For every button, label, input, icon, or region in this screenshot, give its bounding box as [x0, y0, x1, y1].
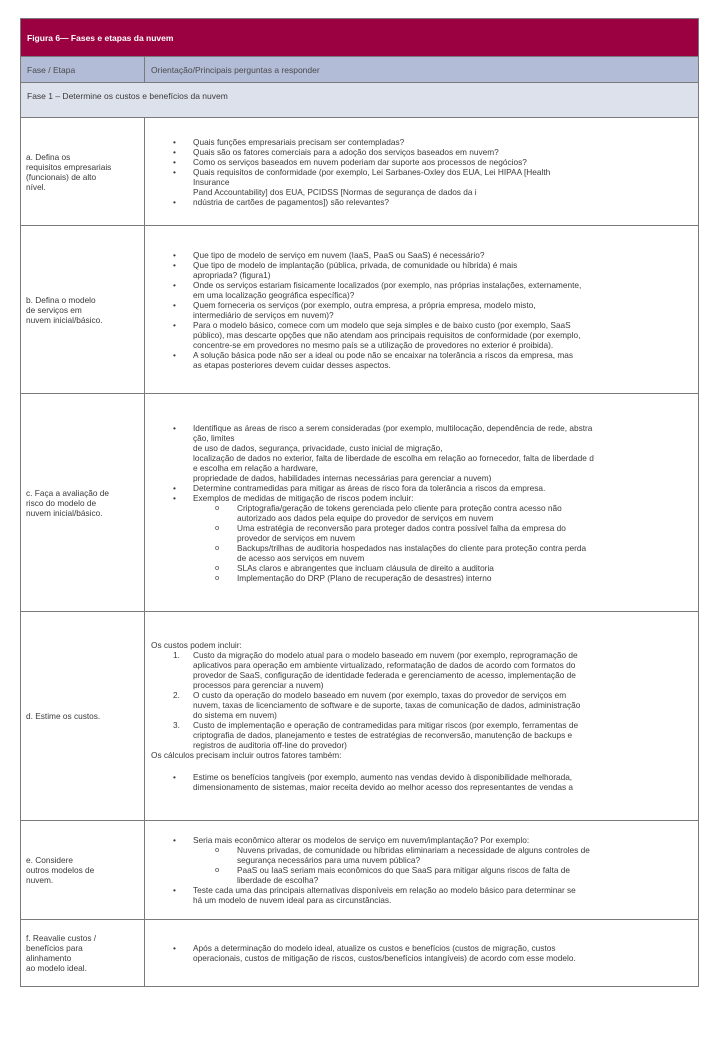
list-item: [193, 147, 692, 157]
phases-table: [20, 18, 699, 987]
item-number: 3.: [173, 720, 180, 730]
sub-list-item: [237, 573, 692, 583]
text-line: o Implementação do DRP (Plano de recuperação de desastres) interno: [237, 572, 492, 583]
text-line: Custo de implementação e operação de contramedidas para mitigar riscos (por exemplo, ferramentas de: [193, 720, 579, 730]
label-line: benefícios para: [26, 943, 83, 953]
text-line: criptografia de dados, planejamento e testes de estratégias de reconversão, manutenção de backups e: [193, 730, 573, 740]
text-line: de uso de dados, segurança, privacidade, custo inicial de migração,: [193, 442, 443, 453]
text-line: as etapas posteriores devem cuidar desses aspectos.: [193, 359, 391, 370]
sub-list-item: [237, 543, 692, 563]
list-item: [193, 300, 692, 320]
step-d-label: [21, 612, 145, 821]
label-line: e. Considere: [26, 855, 74, 865]
label-line: nuvem inicial/básico.: [26, 314, 103, 325]
step-a-label: [21, 118, 145, 226]
text-line: em uma localização geográfica específica)?: [193, 289, 355, 300]
text-line: • Após a determinação do modelo ideal, atualize os custos e benefícios (custos de migração, custos: [193, 943, 556, 953]
item-number: 1.: [173, 650, 180, 660]
step-a-content: [145, 118, 699, 226]
text-line: intermediário de serviços em nuvem)?: [193, 309, 334, 320]
text-line: registros de auditoria off-line do provedor): [193, 740, 347, 750]
list-item: [193, 250, 692, 260]
label-line: risco do modelo de: [26, 497, 97, 508]
step-d-content: [145, 612, 699, 821]
list-item: [193, 167, 692, 197]
table-row: [21, 118, 699, 226]
text-line: • Que tipo de modelo de serviço em nuvem (IaaS, PaaS ou SaaS) é necessário?: [193, 249, 485, 260]
text-line: apropriada? (figura1): [193, 269, 271, 280]
table-row: [21, 394, 699, 612]
text-line: • ndústria de cartões de pagamentos]) são relevantes?: [193, 196, 390, 207]
list-item: [193, 423, 692, 483]
text-line: do sistema em nuvem): [193, 710, 277, 720]
list-item: [193, 772, 692, 792]
label-line: requisitos empresariais: [26, 161, 112, 172]
step-b-content: [145, 226, 699, 394]
step-e-content: [145, 821, 699, 920]
text-line: • Como os serviços baseados em nuvem poderiam dar suporte aos processos de negócios?: [193, 156, 527, 167]
list-item: [193, 943, 692, 963]
text-line: concentre-se em provedores no mesmo país se a utilização de provedores no exterior é proibida).: [193, 339, 554, 350]
text-line: Custo da migração do modelo atual para o modelo baseado em nuvem (por exemplo, reprogramação de: [193, 650, 578, 660]
table-row: [21, 612, 699, 821]
label-line: nuvem inicial/básico.: [26, 507, 103, 518]
numbered-item: [173, 690, 692, 720]
numbered-item: [173, 650, 692, 690]
list-item: [193, 493, 692, 583]
table-row: [21, 226, 699, 394]
text-line: • Quais funções empresariais precisam ser contempladas?: [193, 136, 405, 147]
text-line: • Para o modelo básico, comece com um modelo que seja simples e de baixo custo (por exemplo, SaaS: [193, 319, 571, 330]
step-f-content: [145, 920, 699, 987]
costs-intro: Os custos podem incluir:: [151, 640, 242, 650]
label-line: d. Estime os custos.: [26, 711, 101, 721]
text-line: liberdade de escolha?: [237, 875, 319, 885]
text-line: • Teste cada uma das principais alternativas disponíveis em relação ao modelo básico para determinar se: [193, 885, 576, 895]
list-item: [193, 137, 692, 147]
header-phase-step: Fase / Etapa: [21, 57, 145, 83]
phase-1-title: Fase 1 – Determine os custos e benefícios da nuvem: [27, 91, 228, 101]
list-item: [193, 885, 692, 905]
step-c-content: [145, 394, 699, 612]
text-line: • Identifique as áreas de risco a serem consideradas (por exemplo, multilocação, dependência de rede, abstra: [193, 422, 593, 433]
sub-list-item: [237, 503, 692, 523]
text-line: operacionais, custos de mitigação de riscos, custos/benefícios intangíveis) de acordo com esse modelo.: [193, 953, 576, 963]
sub-list-item: [237, 865, 692, 885]
table-title: Figura 6— Fases e etapas da nuvem: [21, 19, 699, 57]
phase-1-row: [21, 83, 699, 118]
text-line: Pand Accountability] dos EUA, PCIDSS [Normas de segurança de dados da i: [193, 186, 477, 197]
label-line: b. Defina o modelo: [26, 294, 96, 305]
text-line: • Onde os serviços estariam fisicamente localizados (por exemplo, nas próprias instalações, externamente,: [193, 279, 582, 290]
label-line: de serviços em: [26, 304, 82, 315]
text-line: público), mas descarte opções que não atendam aos principais requisitos de conformidade (por exemplo,: [193, 329, 581, 340]
text-line: autorizado aos dados pela equipe do provedor de serviços em nuvem: [237, 512, 494, 523]
text-line: • A solução básica pode não ser a ideal ou pode não se encaixar na tolerância a riscos da empresa, mas: [193, 349, 574, 360]
list-item: [193, 280, 692, 300]
text-line: • Exemplos de medidas de mitigação de riscos podem incluir:: [193, 492, 414, 503]
table-row: [21, 821, 699, 920]
list-item: [193, 157, 692, 167]
text-line: • Seria mais econômico alterar os modelos de serviço em nuvem/implantação? Por exemplo:: [193, 835, 530, 845]
text-line: ção, limites: [193, 432, 235, 443]
sub-list-item: [237, 523, 692, 543]
text-line: dimensionamento de sistemas, maior receita devido ao melhor acesso dos representantes de vendas a: [193, 782, 574, 792]
text-line: o SLAs claros e abrangentes que incluam cláusula de direito a auditoria: [237, 562, 494, 573]
table-row: [21, 920, 699, 987]
list-item: [193, 260, 692, 280]
step-f-label: [21, 920, 145, 987]
text-line: • Quem forneceria os serviços (por exemplo, outra empresa, a própria empresa, modelo misto,: [193, 299, 536, 310]
label-line: a. Defina os: [26, 151, 71, 162]
text-line: • Estime os benefícios tangíveis (por exemplo, aumento nas vendas devido à disponibilidade melhorada,: [193, 772, 573, 782]
text-line: de acesso aos serviços em nuvem: [237, 552, 365, 563]
list-item: [193, 197, 692, 207]
text-line: o Nuvens privadas, de comunidade ou híbridas eliminariam a necessidade de alguns controles de: [237, 845, 590, 855]
text-line: O custo da operação do modelo baseado em nuvem (por exemplo, taxas do provedor de serviços em: [193, 690, 567, 700]
label-line: nível.: [26, 181, 46, 192]
step-b-label: [21, 226, 145, 394]
list-item: [193, 350, 692, 370]
label-line: ao modelo ideal.: [26, 963, 87, 973]
text-line: provedor de SaaS, configuração de identidade federada e gerenciamento de acesso, implementação de: [193, 670, 576, 680]
header-guidance: Orientação/Principais perguntas a responder: [145, 57, 699, 83]
label-line: nuvem.: [26, 875, 54, 885]
text-line: o Criptografia/geração de tokens gerenciada pelo cliente para proteção contra acesso não: [237, 502, 562, 513]
item-number: 2.: [173, 690, 180, 700]
text-line: o PaaS ou IaaS seriam mais econômicos do que SaaS para mitigar alguns riscos de falta de: [237, 865, 570, 875]
label-line: alinhamento: [26, 953, 72, 963]
label-line: f. Reavalie custos /: [26, 933, 97, 943]
step-e-label: [21, 821, 145, 920]
text-line: o Backups/trilhas de auditoria hospedados nas instalações do cliente para proteção contra perda: [237, 542, 587, 553]
sub-list-item: [237, 563, 692, 573]
list-item: [193, 835, 692, 885]
text-line: e escolha em relação a hardware,: [193, 462, 318, 473]
costs-outro: Os cálculos precisam incluir outros fatores também:: [151, 750, 342, 760]
text-line: segurança necessários para uma nuvem pública?: [237, 855, 421, 865]
text-line: há um modelo de nuvem ideal para as circunstâncias.: [193, 895, 392, 905]
numbered-item: [173, 720, 692, 750]
text-line: localização de dados no exterior, falta de liberdade de escolha em relação ao fornecedor, falta de liberdade d: [193, 452, 594, 463]
spacer: [151, 760, 692, 772]
list-item: [193, 320, 692, 350]
step-c-label: [21, 394, 145, 612]
text-line: provedor de serviços em nuvem: [237, 532, 356, 543]
text-line: Insurance: [193, 176, 230, 187]
text-line: o Uma estratégia de reconversão para proteger dados contra possível falha da empresa do: [237, 522, 566, 533]
label-line: outros modelos de: [26, 865, 95, 875]
sub-list-item: [237, 845, 692, 865]
text-line: • Que tipo de modelo de implantação (pública, privada, de comunidade ou híbrida) é mais: [193, 259, 518, 270]
text-line: • Determine contramedidas para mitigar as áreas de risco fora da tolerância a riscos da empresa.: [193, 482, 546, 493]
label-line: c. Faça a avaliação de: [26, 487, 110, 498]
text-line: propriedade de dados, habilidades internas necessárias para gerenciar a nuvem): [193, 472, 492, 483]
text-line: • Quais são os fatores comerciais para a adoção dos serviços baseados em nuvem?: [193, 146, 499, 157]
text-line: nuvem, taxas de licenciamento de software e de suporte, taxas de comunicação de dados, administração: [193, 700, 581, 710]
text-line: processos para gerenciar a nuvem): [193, 680, 324, 690]
list-item: [193, 483, 692, 493]
text-line: • Quais requisitos de conformidade (por exemplo, Lei Sarbanes-Oxley dos EUA, Lei HIPAA [Health: [193, 166, 551, 177]
text-line: aplicativos para operação em ambiente virtualizado, reformatação de dados de acordo com formatos do: [193, 660, 576, 670]
label-line: (funcionais) de alto: [26, 171, 97, 182]
